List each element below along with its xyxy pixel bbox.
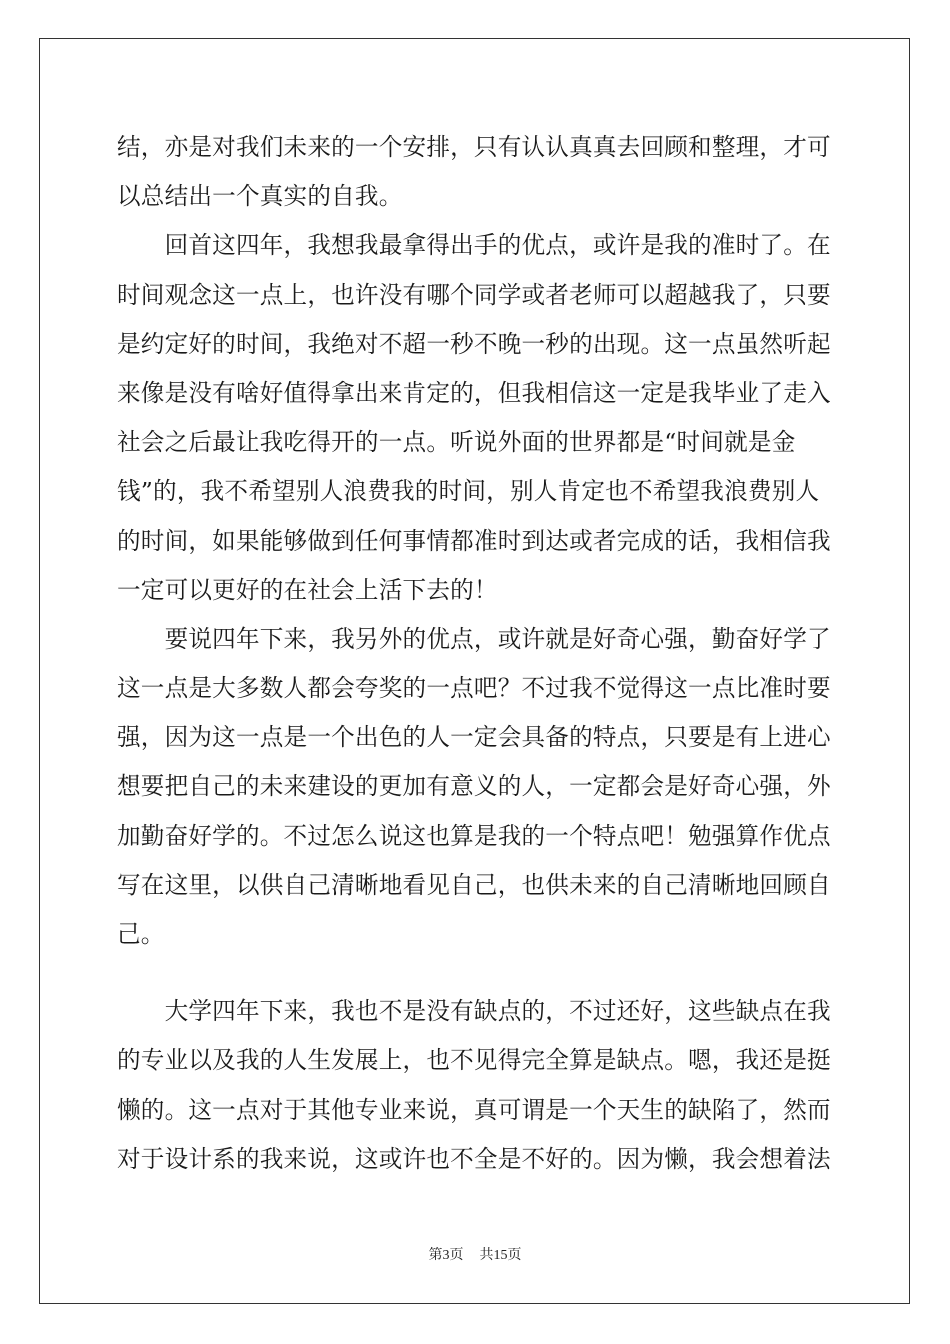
- text-line: 懒的。这一点对于其他专业来说，真可谓是一个天生的缺陷了，然而: [117, 1095, 831, 1124]
- text-line: 来像是没有啥好值得拿出来肯定的，但我相信这一定是我毕业了走入: [117, 378, 831, 407]
- text-line: 的专业以及我的人生发展上，也不见得完全算是缺点。嗯，我还是挺: [117, 1046, 831, 1075]
- text-line: 要说四年下来，我另外的优点，或许就是好奇心强，勤奋好学了: [117, 624, 831, 653]
- text-line: 时间观念这一点上，也许没有哪个同学或者老师可以超越我了，只要: [117, 280, 831, 309]
- text-line: 以总结出一个真实的自我。: [117, 182, 403, 211]
- page-footer: [0, 1244, 950, 1264]
- text-line: 加勤奋好学的。不过怎么说这也算是我的一个特点吧！勉强算作优点: [117, 821, 831, 850]
- text-line: 这一点是大多数人都会夸奖的一点吧？不过我不觉得这一点比准时要: [117, 674, 831, 703]
- page-number: 第3页: [428, 1248, 464, 1263]
- text-line: 对于设计系的我来说，这或许也不全是不好的。因为懒，我会想着法: [117, 1144, 831, 1173]
- text-line: 大学四年下来，我也不是没有缺点的，不过还好，这些缺点在我: [117, 997, 831, 1026]
- text-line: 己。: [117, 920, 165, 948]
- page-total: 共15页: [479, 1248, 522, 1263]
- text-line: 强，因为这一点是一个出色的人一定会具备的特点，只要是有上进心: [117, 723, 831, 752]
- text-line: 想要把自己的未来建设的更加有意义的人，一定都会是好奇心强，外: [117, 772, 831, 801]
- text-line: 社会之后最让我吃得开的一点。听说外面的世界都是“时间就是金: [117, 428, 796, 457]
- text-line: 一定可以更好的在社会上活下去的！: [117, 575, 498, 604]
- document-body: [117, 123, 837, 1184]
- text-line: 写在这里，以供自己清晰地看见自己，也供未来的自己清晰地回顾自: [117, 870, 831, 899]
- paragraph-gap: [117, 959, 837, 987]
- text-line: 是约定好的时间，我绝对不超一秒不晚一秒的出现。这一点虽然听起: [117, 329, 831, 358]
- text-line: 结，亦是对我们未来的一个安排，只有认认真真去回顾和整理，才可: [117, 133, 831, 161]
- text-line: 的时间，如果能够做到任何事情都准时到达或者完成的话，我相信我: [117, 526, 831, 555]
- text-line: 钱”的，我不希望别人浪费我的时间，别人肯定也不希望我浪费别人: [117, 477, 820, 506]
- text-line: 回首这四年，我想我最拿得出手的优点，或许是我的准时了。在: [117, 231, 831, 260]
